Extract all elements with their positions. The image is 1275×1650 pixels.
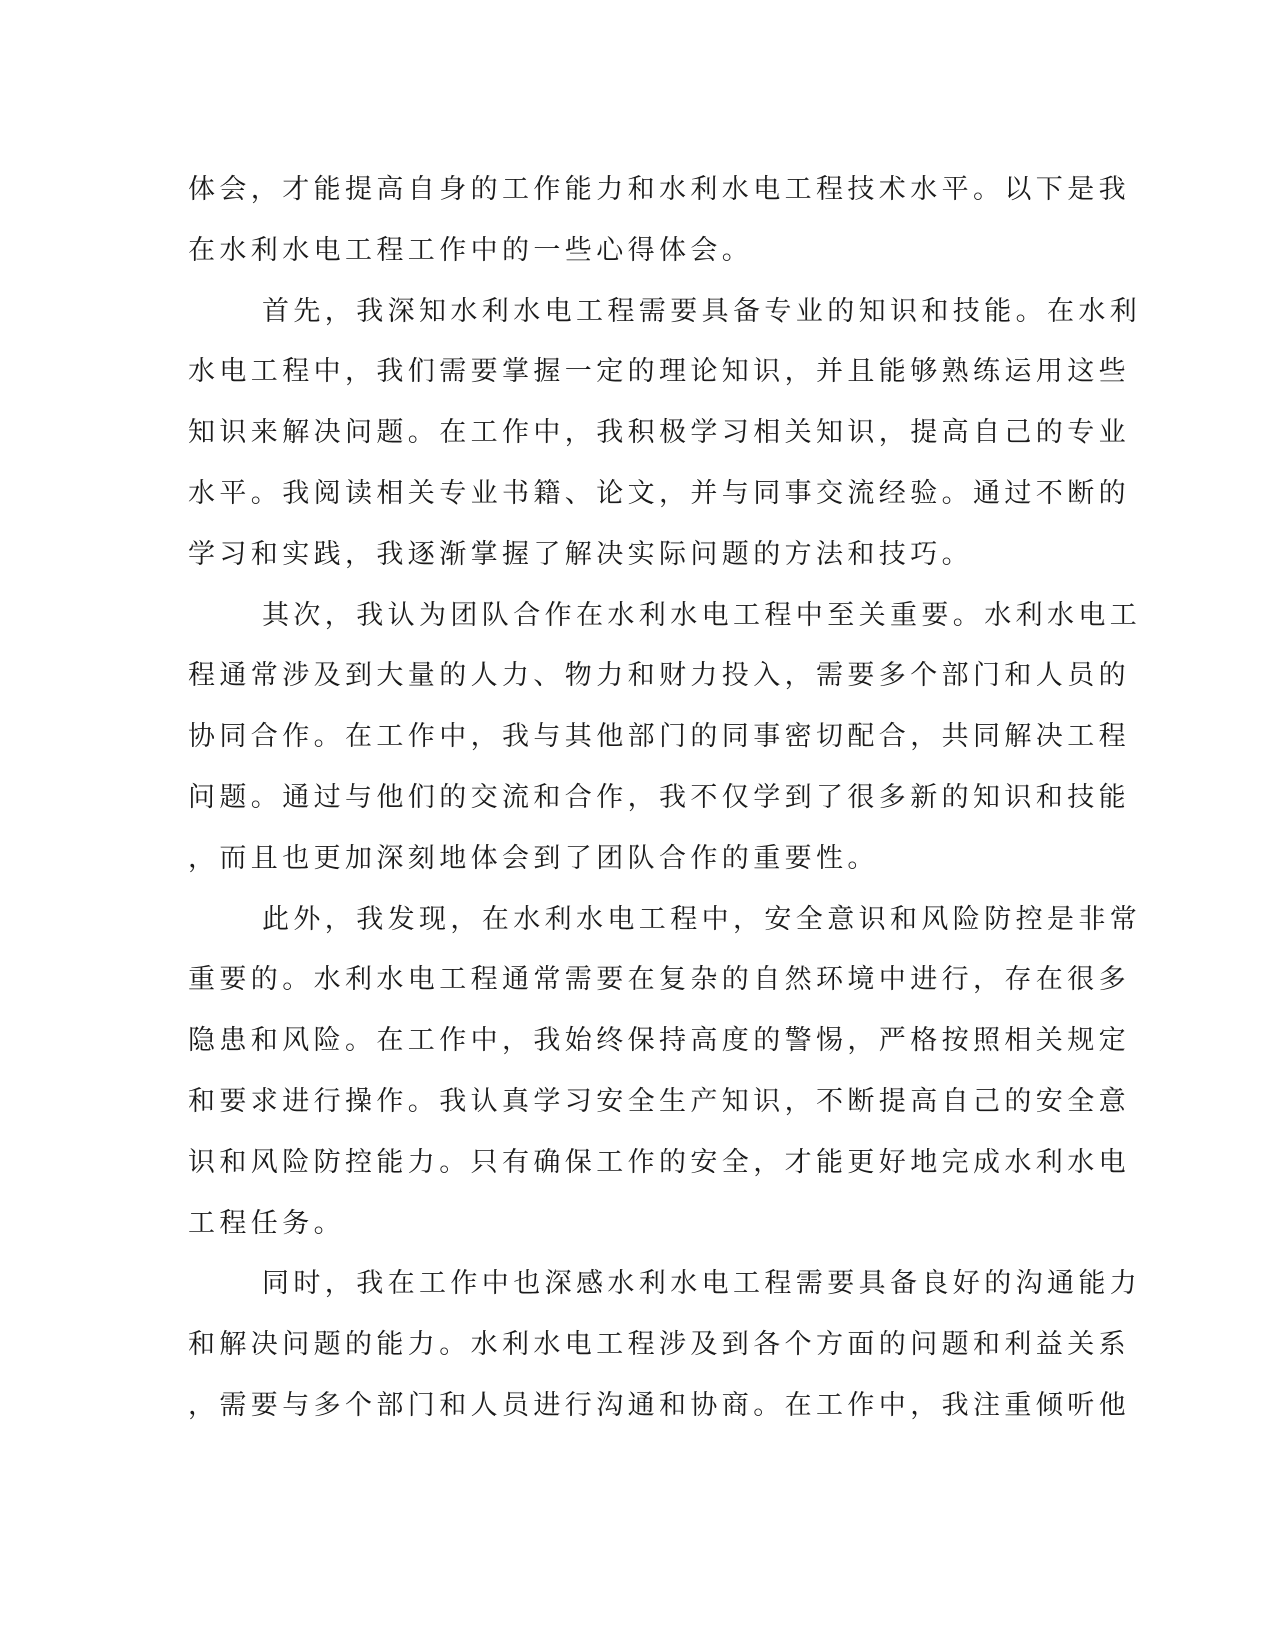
paragraph-first-line: 同时，我在工作中也深感水利水电工程需要具备良好的沟通能力 — [262, 1268, 1142, 1300]
text-line: 程通常涉及到大量的人力、物力和财力投入，需要多个部门和人员的 — [188, 660, 1130, 692]
paragraph-first-line: 其次，我认为团队合作在水利水电工程中至关重要。水利水电工 — [262, 599, 1142, 631]
text-line: 水平。我阅读相关专业书籍、论文，并与同事交流经验。通过不断的 — [188, 477, 1130, 509]
paragraph-first-line: 此外，我发现，在水利水电工程中，安全意识和风险防控是非常 — [262, 903, 1142, 935]
text-line: 协同合作。在工作中，我与其他部门的同事密切配合，共同解决工程 — [188, 721, 1130, 753]
body-text — [188, 160, 1142, 1437]
text-line: 识和风险防控能力。只有确保工作的安全，才能更好地完成水利水电 — [188, 1146, 1130, 1178]
text-line: 重要的。水利水电工程通常需要在复杂的自然环境中进行，存在很多 — [188, 964, 1130, 996]
text-line: 隐患和风险。在工作中，我始终保持高度的警惕，严格按照相关规定 — [188, 1025, 1130, 1057]
text-line: 工程任务。 — [188, 1207, 345, 1239]
text-line: 知识来解决问题。在工作中，我积极学习相关知识，提高自己的专业 — [188, 417, 1130, 449]
text-line: 和要求进行操作。我认真学习安全生产知识，不断提高自己的安全意 — [188, 1085, 1130, 1117]
paragraph-first-line: 首先，我深知水利水电工程需要具备专业的知识和技能。在水利 — [262, 295, 1142, 327]
text-line: ，需要与多个部门和人员进行沟通和协商。在工作中，我注重倾听他 — [188, 1389, 1130, 1421]
text-line: 问题。通过与他们的交流和合作，我不仅学到了很多新的知识和技能 — [188, 781, 1130, 813]
text-line: 和解决问题的能力。水利水电工程涉及到各个方面的问题和利益关系 — [188, 1329, 1130, 1361]
text-line: 在水利水电工程工作中的一些心得体会。 — [188, 234, 754, 266]
text-line: 体会，才能提高自身的工作能力和水利水电工程技术水平。以下是我 — [188, 174, 1130, 205]
text-line: 水电工程中，我们需要掌握一定的理论知识，并且能够熟练运用这些 — [188, 356, 1130, 388]
text-line: 学习和实践，我逐渐掌握了解决实际问题的方法和技巧。 — [188, 538, 973, 570]
text-line: ，而且也更加深刻地体会到了团队合作的重要性。 — [188, 842, 879, 874]
